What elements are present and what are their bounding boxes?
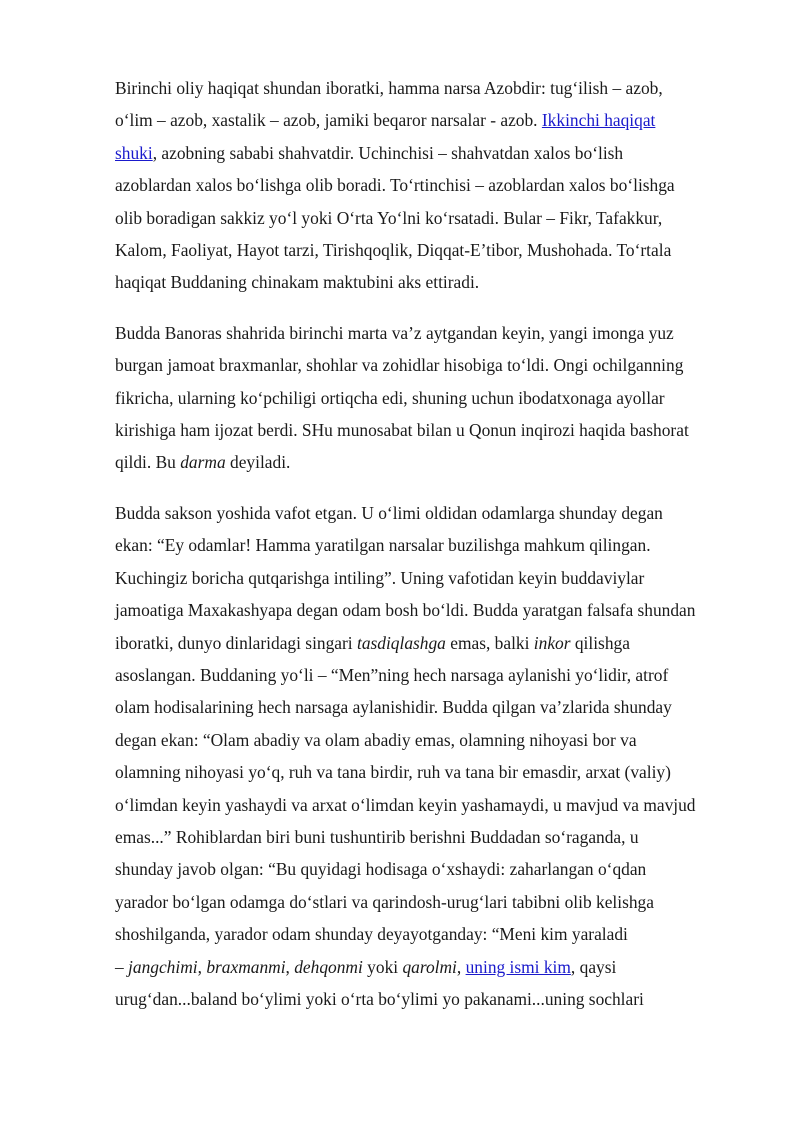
italic-term: qarolmi [402, 956, 457, 977]
text-line [115, 853, 755, 885]
text-run: o‘lim – azob, xastalik – azob, jamiki beqaror narsalar - azob. [115, 110, 542, 131]
text-run: o‘limdan keyin yashaydi va arxat o‘limdan keyin yashamaydi, u mavjud va mavjud [115, 794, 696, 815]
hyperlink[interactable]: Ikkinchi haqiqat [541, 110, 656, 131]
text-line [115, 202, 755, 234]
italic-term: darma [180, 452, 226, 473]
text-run: olib boradigan sakkiz yo‘l yoki O‘rta Yo‘lni ko‘rsatadi. Bular – Fikr, Tafakkur, [115, 207, 663, 228]
text-run: ekan: “Ey odamlar! Hamma yaratilgan narsalar buzilishga mahkum qilingan. [115, 535, 651, 556]
paragraph [115, 317, 755, 479]
text-run: , qaysi [570, 956, 617, 977]
italic-term: jangchimi [128, 956, 198, 977]
text-run: , azobning sababi shahvatdir. Uchinchisi – shahvatdan xalos bo‘lish [152, 142, 624, 163]
text-line [115, 659, 755, 691]
text-run: olamning nihoyasi yo‘q, ruh va tana birdir, ruh va tana bir emasdir, arxat (valiy) [115, 762, 671, 783]
text-run: – [115, 956, 129, 977]
text-line [115, 724, 755, 756]
hyperlink[interactable]: shuki [115, 142, 153, 163]
text-run: Kalom, Faoliyat, Hayot tarzi, Tirishqoqlik, Diqqat-E’tibor, Mushohada. To‘rtala [115, 240, 672, 261]
text-run: Budda sakson yoshida vafot etgan. U o‘limi oldidan odamlarga shunday degan [115, 502, 663, 523]
text-run: olam hodisalarining hech narsaga aylanishidir. Budda qilgan va’zlarida shunday [115, 697, 672, 718]
text-line [115, 266, 755, 298]
text-line [115, 918, 755, 950]
text-run: , [285, 956, 295, 977]
text-line [115, 446, 755, 478]
text-run: shoshilganda, yarador odam shunday deyayotganday: “Meni kim yaraladi [115, 924, 628, 945]
document-page [115, 72, 755, 1033]
text-run: degan ekan: “Olam abadiy va olam abadiy emas, olamning nihoyasi bor va [115, 729, 637, 750]
text-line [115, 562, 755, 594]
text-run: deyiladi. [225, 452, 291, 473]
text-run: urug‘dan...baland bo‘ylimi yoki o‘rta bo‘ylimi yo pakanami...uning sochlari [115, 988, 644, 1009]
text-run: , [456, 956, 466, 977]
text-line [115, 886, 755, 918]
text-run: yoki [362, 956, 403, 977]
text-line [115, 137, 755, 169]
text-run: Budda Banoras shahrida birinchi marta va’z aytgandan keyin, yangi imonga yuz [115, 322, 674, 343]
text-run: kirishiga ham ijozat berdi. SHu munosabat bilan u Qonun inqirozi haqida bashorat [115, 420, 689, 441]
text-run: emas...” Rohiblardan biri buni tushuntirib berishni Buddadan so‘raganda, u [115, 826, 639, 847]
text-run: fikricha, ularning ko‘pchiligi ortiqcha edi, shuning uchun ibodatxonaga ayollar [115, 387, 665, 408]
italic-term: tasdiqlashga [356, 632, 446, 653]
text-line [115, 169, 755, 201]
text-line [115, 594, 755, 626]
text-line [115, 349, 755, 381]
text-line [115, 529, 755, 561]
hyperlink[interactable]: uning ismi kim [465, 956, 571, 977]
paragraph [115, 72, 755, 299]
paragraph [115, 497, 755, 1016]
text-run: shunday javob olgan: “Bu quyidagi hodisaga o‘xshaydi: zaharlangan o‘qdan [115, 859, 647, 880]
text-line [115, 789, 755, 821]
text-line [115, 104, 755, 136]
text-line [115, 821, 755, 853]
italic-term: dehqonmi [294, 956, 363, 977]
text-run: Birinchi oliy haqiqat shundan iboratki, hamma narsa Azobdir: tug‘ilish – azob, [115, 78, 663, 98]
text-line [115, 72, 755, 104]
text-line [115, 497, 755, 529]
text-run: yarador bo‘lgan odamga do‘stlari va qarindosh-urug‘lari tabibni olib kelishga [115, 891, 654, 912]
text-line [115, 382, 755, 414]
text-line [115, 414, 755, 446]
text-run: asoslangan. Buddaning yo‘li – “Men”ning hech narsaga aylanishi yo‘lidir, atrof [115, 664, 669, 685]
italic-term: inkor [533, 632, 571, 653]
text-line [115, 756, 755, 788]
text-run: qildi. Bu [115, 452, 181, 473]
text-run: haqiqat Buddaning chinakam maktubini aks ettiradi. [115, 272, 480, 293]
text-line [115, 317, 755, 349]
text-run: Kuchingiz boricha qutqarishga intiling”. Uning vafotidan keyin buddaviylar [115, 567, 645, 588]
text-run: burgan jamoat braxmanlar, shohlar va zohidlar hisobiga to‘ldi. Ongi ochilganning [115, 355, 684, 376]
italic-term: braxmanmi [206, 956, 286, 977]
text-run: emas, balki [445, 632, 534, 653]
text-line [115, 691, 755, 723]
text-run: jamoatiga Maxakashyapa degan odam bosh bo‘ldi. Budda yaratgan falsafa shundan [115, 600, 696, 621]
text-line [115, 951, 755, 983]
text-run: , [197, 956, 207, 977]
text-line [115, 983, 755, 1015]
text-run: azoblardan xalos bo‘lishga olib boradi. To‘rtinchisi – azoblardan xalos bo‘lishga [115, 175, 675, 196]
text-line [115, 627, 755, 659]
text-run: qilishga [570, 632, 630, 653]
text-line [115, 234, 755, 266]
text-run: iboratki, dunyo dinlaridagi singari [115, 632, 357, 653]
